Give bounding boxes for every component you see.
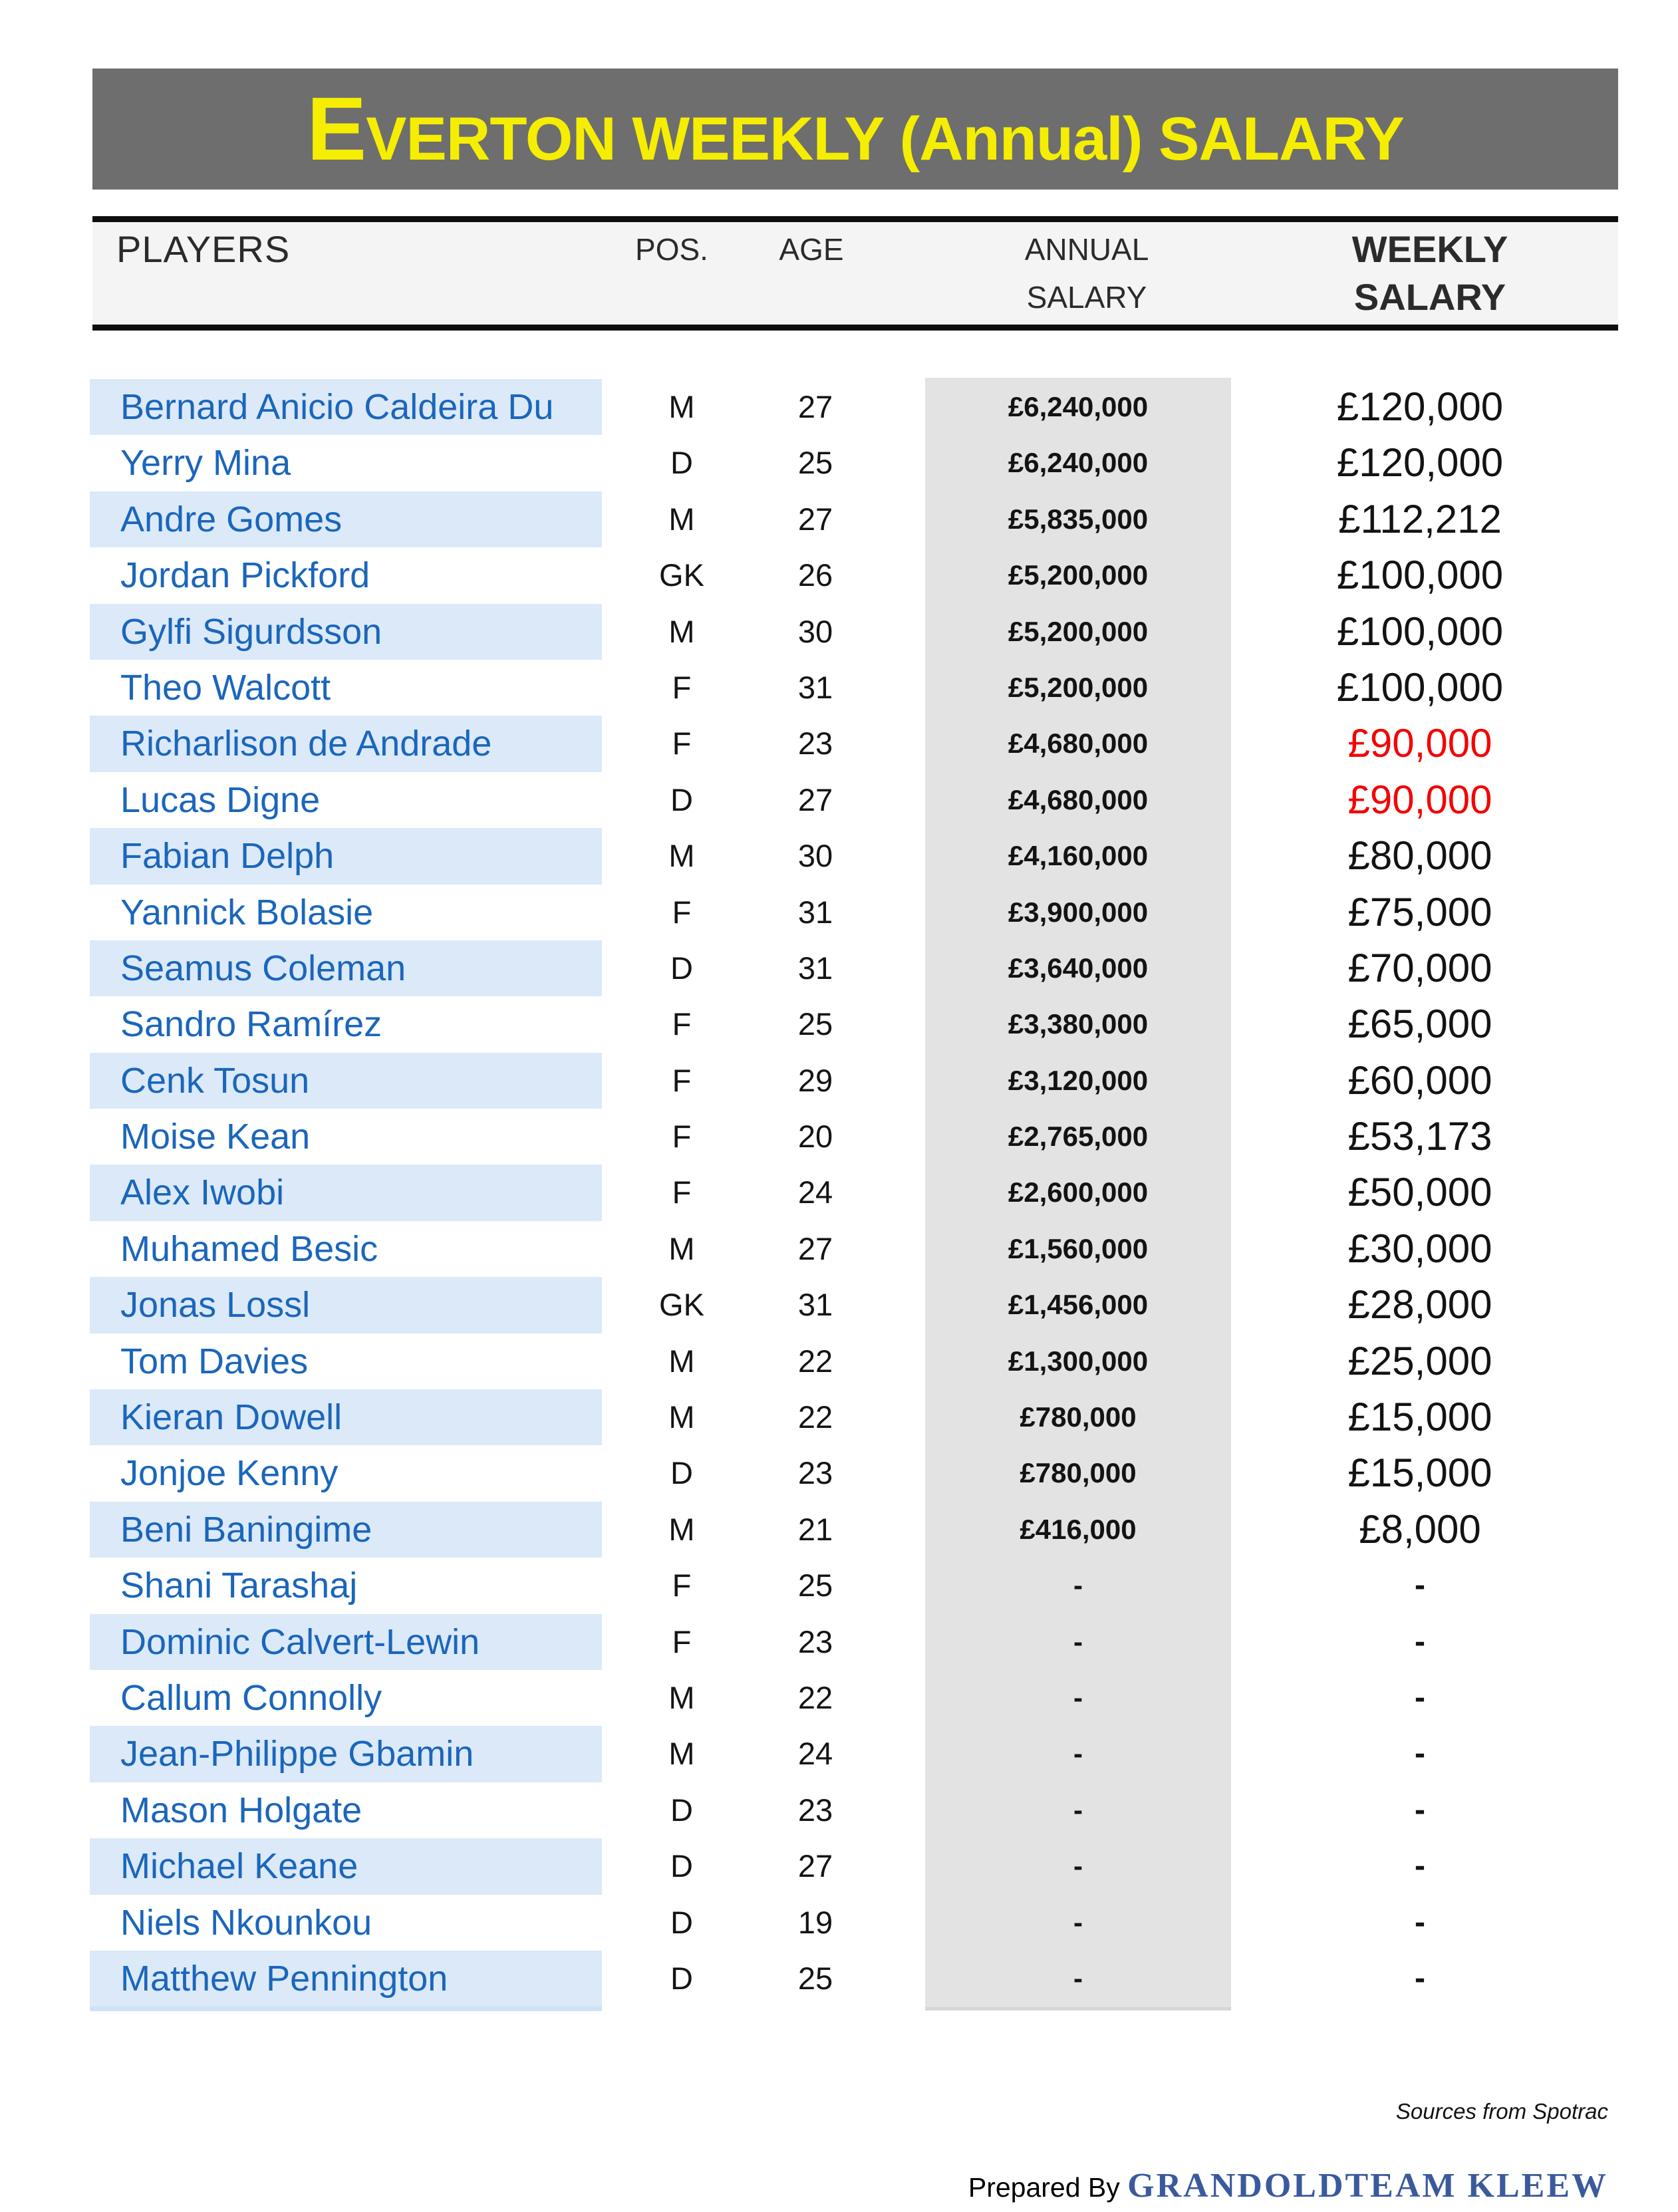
prepared-by-line [968,2163,1608,2212]
player-name: Beni Baningime [90,1502,602,1558]
player-row [0,491,1678,547]
annual-salary-value: £5,835,000 [1008,503,1149,535]
player-row [0,1951,1678,2006]
player-name: Gylfi Sigurdsson [90,604,602,660]
position-value: M [668,1511,695,1547]
weekly-salary-value: £60,000 [1347,1057,1492,1103]
age-value: 31 [797,1287,833,1323]
player-row [0,1502,1678,1558]
annual-salary-value: - [1073,1738,1083,1770]
age-value: 20 [797,1119,833,1155]
player-row [0,435,1678,491]
player-name: Michael Keane [90,1838,602,1894]
position-value: M [668,1679,695,1715]
position-value: D [670,950,693,986]
player-name: Shani Tarashaj [120,1566,358,1606]
weekly-salary-value: £90,000 [1347,721,1492,766]
weekly-salary-value: £100,000 [1336,664,1504,710]
annual-salary-value: £416,000 [1020,1513,1137,1545]
weekly-salary-value: £90,000 [1347,777,1492,822]
age-value: 25 [797,445,833,481]
position-value: D [670,1960,693,1996]
weekly-salary-value: £70,000 [1347,945,1492,990]
weekly-salary-value: £120,000 [1336,384,1504,429]
player-row [0,1895,1678,1951]
position-value: M [668,1230,695,1266]
player-name: Fabian Delph [90,828,602,884]
annual-salary-value: £4,160,000 [1008,840,1149,872]
annual-salary-value: - [1073,1625,1083,1657]
weekly-salary-value: £120,000 [1336,440,1504,485]
player-row [0,1558,1678,1613]
age-value: 22 [797,1399,833,1435]
age-value: 24 [797,1175,833,1210]
position-value: F [672,726,692,761]
annual-salary-value: £4,680,000 [1008,728,1149,760]
column-header-weekly-line1: WEEKLY [1351,228,1508,270]
annual-salary-value: £5,200,000 [1008,615,1149,647]
player-name: Andre Gomes [90,491,602,547]
age-value: 23 [797,1792,833,1828]
position-value: D [670,1792,693,1828]
age-value: 23 [797,1455,833,1491]
age-value: 31 [797,950,833,986]
age-value: 29 [797,1062,833,1098]
player-name: Seamus Coleman [90,940,602,996]
position-value: M [668,838,695,874]
weekly-salary-value: - [1415,1623,1425,1659]
player-name: Cenk Tosun [90,1053,602,1109]
annual-salary-value: £2,600,000 [1008,1176,1149,1208]
player-name: Matthew Pennington [90,1951,602,2006]
player-name: Bernard Anicio Caldeira Du [90,379,602,435]
source-note: Sources from Spotrac [1395,2099,1608,2124]
player-name: Yerry Mina [120,443,291,484]
position-value: M [668,613,695,649]
position-value: GK [659,557,704,593]
annual-salary-value: £780,000 [1020,1457,1137,1489]
player-name: Richarlison de Andrade [90,716,602,771]
position-value: F [672,1623,692,1659]
player-row [0,1109,1678,1165]
table-body [0,379,1678,2006]
player-row [0,1389,1678,1445]
weekly-salary-value: £80,000 [1347,833,1492,879]
player-row [0,604,1678,660]
player-row [0,1333,1678,1389]
age-value: 31 [797,894,833,930]
column-header-annual-line1: ANNUAL [1024,232,1149,267]
column-header-age: AGE [779,232,844,267]
age-value: 25 [797,1568,833,1603]
weekly-salary-value: £8,000 [1359,1506,1481,1552]
age-value: 23 [797,1623,833,1659]
annual-salary-value: - [1073,1962,1083,1994]
player-name: Kieran Dowell [90,1389,602,1445]
position-value: F [672,1568,692,1603]
age-value: 27 [797,389,833,424]
weekly-salary-value: £15,000 [1347,1395,1492,1440]
player-row [0,1838,1678,1894]
player-row [0,1614,1678,1670]
position-value: M [668,1399,695,1435]
age-value: 22 [797,1679,833,1715]
position-value: D [670,445,693,481]
annual-salary-value: £1,300,000 [1008,1345,1149,1377]
annual-salary-value: £780,000 [1020,1401,1137,1433]
position-value: F [672,1062,692,1098]
player-row [0,660,1678,716]
age-value: 25 [797,1006,833,1042]
position-value: M [668,501,695,537]
annual-salary-value: - [1073,1906,1083,1938]
prepared-by-label: Prepared By [968,2172,1128,2203]
player-name: Callum Connolly [120,1677,382,1718]
weekly-salary-value: £53,173 [1347,1114,1492,1159]
player-name: Jean-Philippe Gbamin [90,1726,602,1782]
position-value: M [668,1343,695,1379]
annual-salary-value: £3,120,000 [1008,1064,1149,1096]
position-value: GK [659,1287,704,1323]
brand-name: GRANDOLDTEAM KLEEW [1127,2167,1608,2205]
annual-salary-value: £1,456,000 [1008,1289,1149,1321]
annual-salary-value: - [1073,1850,1083,1882]
position-value: F [672,1006,692,1042]
age-value: 24 [797,1736,833,1772]
position-value: M [668,389,695,424]
page-title-initial: E [307,78,366,179]
player-name: Jordan Pickford [120,555,370,596]
position-value: D [670,1455,693,1491]
age-value: 27 [797,1230,833,1266]
age-value: 30 [797,838,833,874]
player-row [0,1053,1678,1109]
weekly-salary-value: £28,000 [1347,1282,1492,1327]
age-value: 26 [797,557,833,593]
player-name: Mason Holgate [120,1790,362,1830]
weekly-salary-value: - [1415,1960,1425,1996]
player-row [0,1221,1678,1277]
annual-salary-value: £6,240,000 [1008,391,1149,422]
annual-salary-value: £4,680,000 [1008,783,1149,815]
player-name: Dominic Calvert-Lewin [90,1614,602,1670]
player-row [0,940,1678,996]
position-value: D [670,1848,693,1884]
age-value: 27 [797,1848,833,1884]
title-banner [92,69,1618,190]
player-row [0,828,1678,884]
weekly-salary-value: - [1415,1679,1425,1715]
weekly-salary-value: £50,000 [1347,1170,1492,1215]
player-name: Moise Kean [120,1117,311,1157]
weekly-salary-value: - [1415,1848,1425,1884]
annual-salary-value: £3,640,000 [1008,952,1149,984]
page-title [92,69,1618,190]
annual-salary-value: £5,200,000 [1008,559,1149,591]
position-value: D [670,781,693,817]
player-row [0,1165,1678,1220]
position-value: F [672,1119,692,1155]
weekly-salary-value: - [1415,1792,1425,1828]
page-title-rest: VERTON WEEKLY (Annual) SALARY [366,105,1404,173]
player-name: Theo Walcott [120,667,331,708]
player-row [0,1782,1678,1838]
position-value: F [672,669,692,705]
age-value: 27 [797,501,833,537]
player-name: Niels Nkounkou [120,1902,372,1943]
player-name: Alex Iwobi [90,1165,602,1220]
player-row [0,547,1678,603]
weekly-salary-value: - [1415,1568,1425,1603]
position-value: D [670,1904,693,1940]
player-name: Yannick Bolasie [120,892,374,932]
annual-salary-value: £2,765,000 [1008,1121,1149,1153]
player-name: Jonjoe Kenny [120,1453,339,1494]
annual-salary-value: £6,240,000 [1008,447,1149,479]
player-row [0,885,1678,940]
weekly-salary-value: £100,000 [1336,553,1504,598]
player-row [0,1670,1678,1726]
annual-salary-value: - [1073,1794,1083,1826]
player-name: Lucas Digne [120,779,321,820]
weekly-salary-value: £100,000 [1336,609,1504,654]
player-row [0,772,1678,828]
weekly-salary-value: £65,000 [1347,1002,1492,1047]
table-header [92,216,1618,331]
player-row [0,1445,1678,1501]
column-header-players: PLAYERS [116,228,291,270]
weekly-salary-value: £75,000 [1347,889,1492,934]
player-row [0,716,1678,771]
player-row [0,996,1678,1052]
position-value: M [668,1736,695,1772]
player-row [0,1726,1678,1782]
position-value: F [672,1175,692,1210]
annual-salary-value: £3,900,000 [1008,896,1149,928]
annual-salary-value: - [1073,1681,1083,1713]
age-value: 23 [797,726,833,761]
age-value: 22 [797,1343,833,1379]
column-header-weekly-line2: SALARY [1353,276,1506,318]
age-value: 27 [797,781,833,817]
age-value: 25 [797,1960,833,1996]
player-row [0,379,1678,435]
annual-salary-value: £3,380,000 [1008,1008,1149,1040]
annual-salary-value: - [1073,1570,1083,1601]
weekly-salary-value: - [1415,1904,1425,1940]
weekly-salary-value: - [1415,1736,1425,1772]
weekly-salary-value: £112,212 [1338,496,1502,541]
player-name: Jonas Lossl [90,1277,602,1333]
weekly-salary-value: £25,000 [1347,1338,1492,1383]
age-value: 19 [797,1904,833,1940]
column-header-annual-line2: SALARY [1026,280,1147,315]
position-value: F [672,894,692,930]
weekly-salary-value: £15,000 [1347,1451,1492,1496]
age-value: 21 [797,1511,833,1547]
column-header-pos: POS. [635,232,708,267]
player-row [0,1277,1678,1333]
age-value: 30 [797,613,833,649]
weekly-salary-value: £30,000 [1347,1226,1492,1271]
player-name: Muhamed Besic [120,1228,378,1269]
annual-salary-value: £5,200,000 [1008,671,1149,703]
age-value: 31 [797,669,833,705]
player-name: Tom Davies [120,1341,309,1381]
player-name: Sandro Ramírez [120,1004,382,1045]
annual-salary-value: £1,560,000 [1008,1232,1149,1264]
